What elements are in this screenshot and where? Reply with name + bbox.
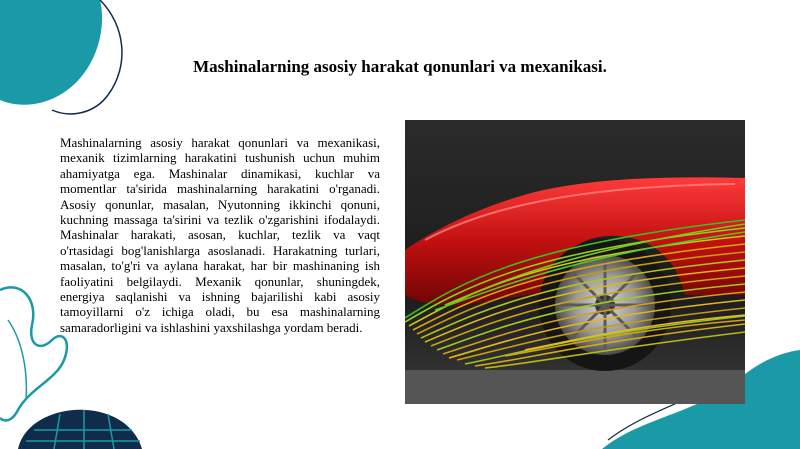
left-leaf-outline xyxy=(0,287,67,420)
left-leaf-vein xyxy=(8,320,26,400)
top-left-blob xyxy=(0,0,102,105)
slide-title: Mashinalarning asosiy harakat qonunlari va mexanikasi. xyxy=(193,57,607,76)
ground xyxy=(405,370,745,404)
body-paragraph: Mashinalarning asosiy harakat qonunlari va mexanikasi, mexanik tizimlarning harakatini tushunish uchun muhim ahamiyatga ega. Mashinalar dinamikasi, kuchlar va momentlar ta'sirida mashinalarning harakatini o'rganadi. Asosiy qonunlar, masalan, Nyutonning ikkinchi qonuni, kuchning massaga ta'sirini va tezlik o'zgarishini ifodalaydi. Mashinalar harakati, asosan, kuchlar, tezlik va vaqt o'rtasidagi bog'lanishlarga asoslanadi. Harakatning turlari, masalan, to'g'ri va aylana harakat, har bir mashinaning ish faoliyatini belgilaydi. Mexanik qonunlar, shuningdek, energiya saqlanishi va ishning bajarilishi kabi asosiy tamoyillarni o'z ichiga oladi, bu esa mashinalarning samaradorligini va ishlashini yaxshilashga yordam beradi. xyxy=(60,135,380,335)
car-airflow-image xyxy=(405,120,745,404)
